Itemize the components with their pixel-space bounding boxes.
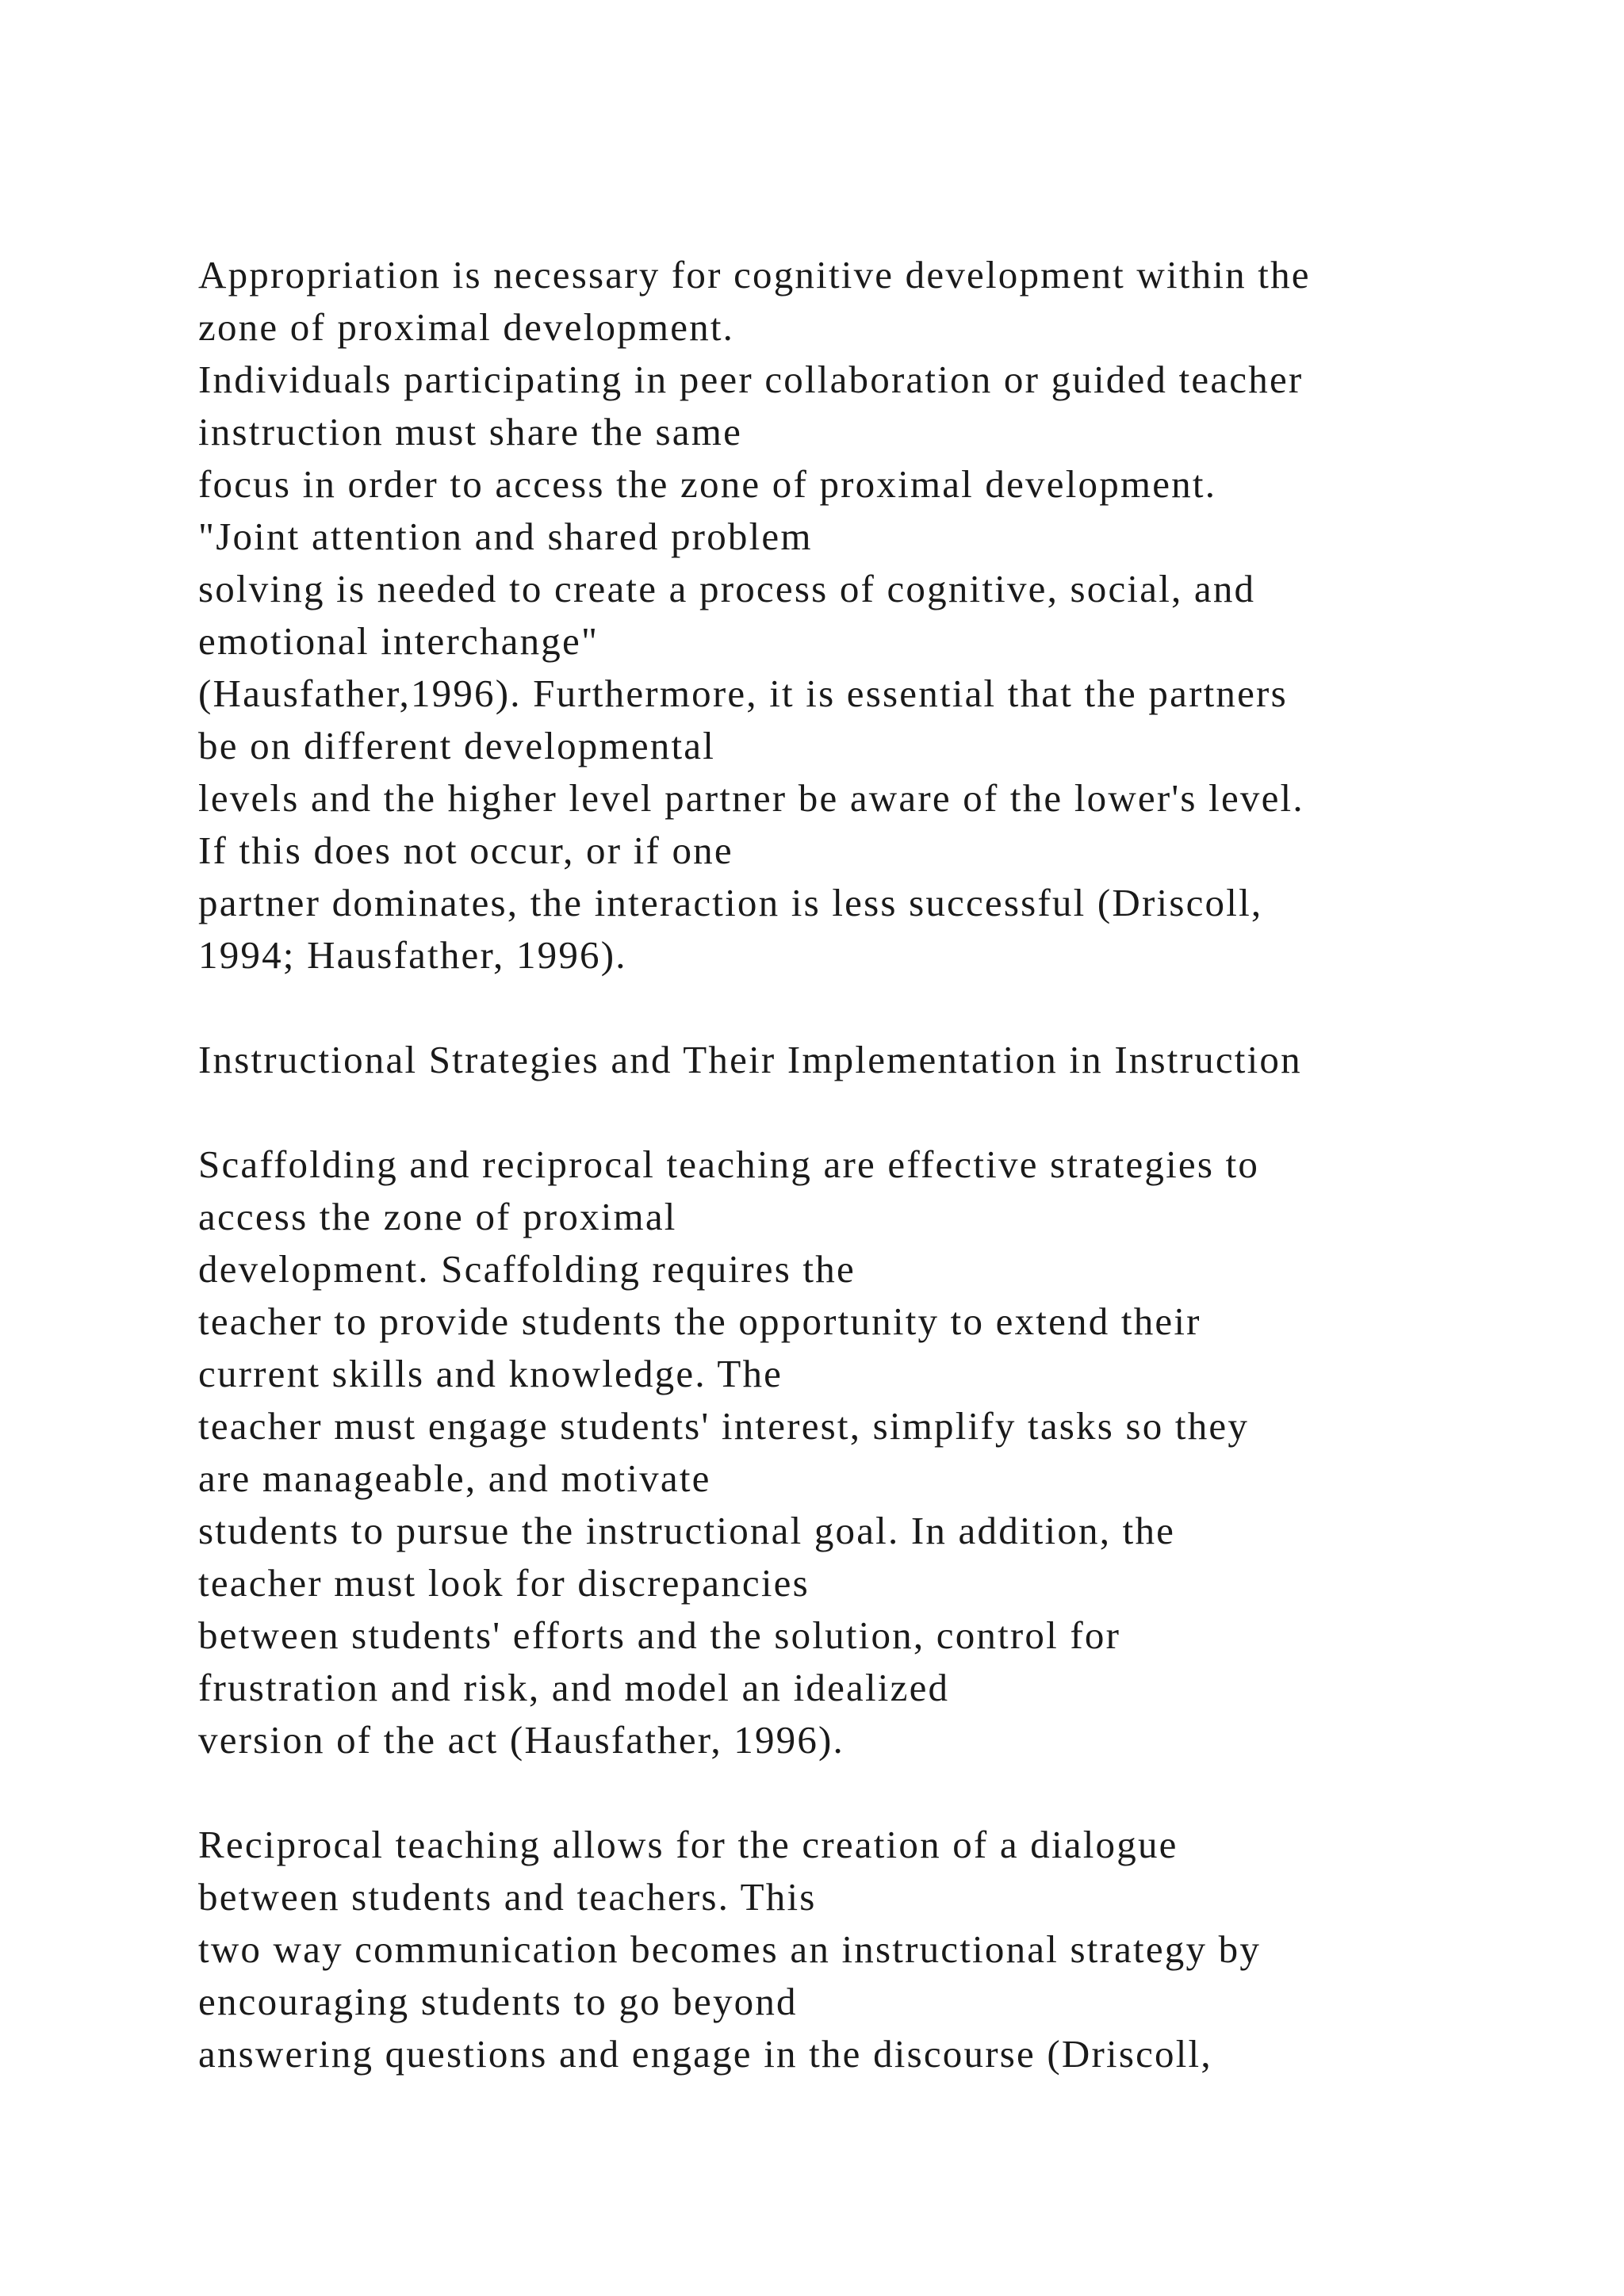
text-line: "Joint attention and shared problem: [198, 515, 813, 558]
text-line: are manageable, and motivate: [198, 1456, 711, 1500]
text-line: Individuals participating in peer collaboration or guided teacher: [198, 358, 1304, 401]
text-line: 1994; Hausfather, 1996).: [198, 933, 627, 977]
text-line: If this does not occur, or if one: [198, 828, 733, 872]
text-line: emotional interchange": [198, 619, 599, 663]
paragraph-spacer: [198, 982, 1546, 1034]
text-line: between students' efforts and the solution, control for: [198, 1613, 1121, 1657]
text-line: access the zone of proximal: [198, 1195, 677, 1238]
text-line: be on different developmental: [198, 724, 716, 767]
text-line: teacher must engage students' interest, simplify tasks so they: [198, 1404, 1250, 1448]
text-line: solving is needed to create a process of cognitive, social, and: [198, 567, 1256, 610]
text-line: two way communication becomes an instructional strategy by: [198, 1927, 1262, 1971]
text-line: Appropriation is necessary for cognitive development within the: [198, 253, 1311, 297]
text-line: development. Scaffolding requires the: [198, 1247, 856, 1291]
text-line: answering questions and engage in the discourse (Driscoll,: [198, 2032, 1212, 2076]
text-line: frustration and risk, and model an idealized: [198, 1666, 950, 1709]
text-line: levels and the higher level partner be aware of the lower's level.: [198, 776, 1304, 820]
text-line: current skills and knowledge. The: [198, 1352, 783, 1395]
paragraph-reciprocal-teaching: [198, 1819, 1546, 2080]
text-line: version of the act (Hausfather, 1996).: [198, 1718, 845, 1762]
text-line: (Hausfather,1996). Furthermore, it is essential that the partners: [198, 672, 1288, 715]
text-line: teacher must look for discrepancies: [198, 1561, 810, 1605]
text-line: encouraging students to go beyond: [198, 1980, 798, 2023]
text-line: Reciprocal teaching allows for the creation of a dialogue: [198, 1823, 1178, 1866]
text-line: zone of proximal development.: [198, 305, 735, 349]
text-line: students to pursue the instructional goal. In addition, the: [198, 1509, 1176, 1552]
text-line: instruction must share the same: [198, 410, 743, 453]
text-line: between students and teachers. This: [198, 1875, 817, 1919]
text-line: Scaffolding and reciprocal teaching are effective strategies to: [198, 1142, 1260, 1186]
text-line: focus in order to access the zone of proximal development.: [198, 462, 1217, 506]
paragraph-scaffolding: [198, 1138, 1546, 1766]
text-line: partner dominates, the interaction is less successful (Driscoll,: [198, 881, 1263, 924]
paragraph-appropriation: [198, 249, 1546, 982]
section-heading: Instructional Strategies and Their Implementation in Instruction: [198, 1038, 1302, 1081]
text-line: teacher to provide students the opportunity to extend their: [198, 1299, 1201, 1343]
paragraph-spacer: [198, 1766, 1546, 1819]
paragraph-spacer: [198, 1086, 1546, 1138]
document-body: [198, 249, 1546, 2080]
